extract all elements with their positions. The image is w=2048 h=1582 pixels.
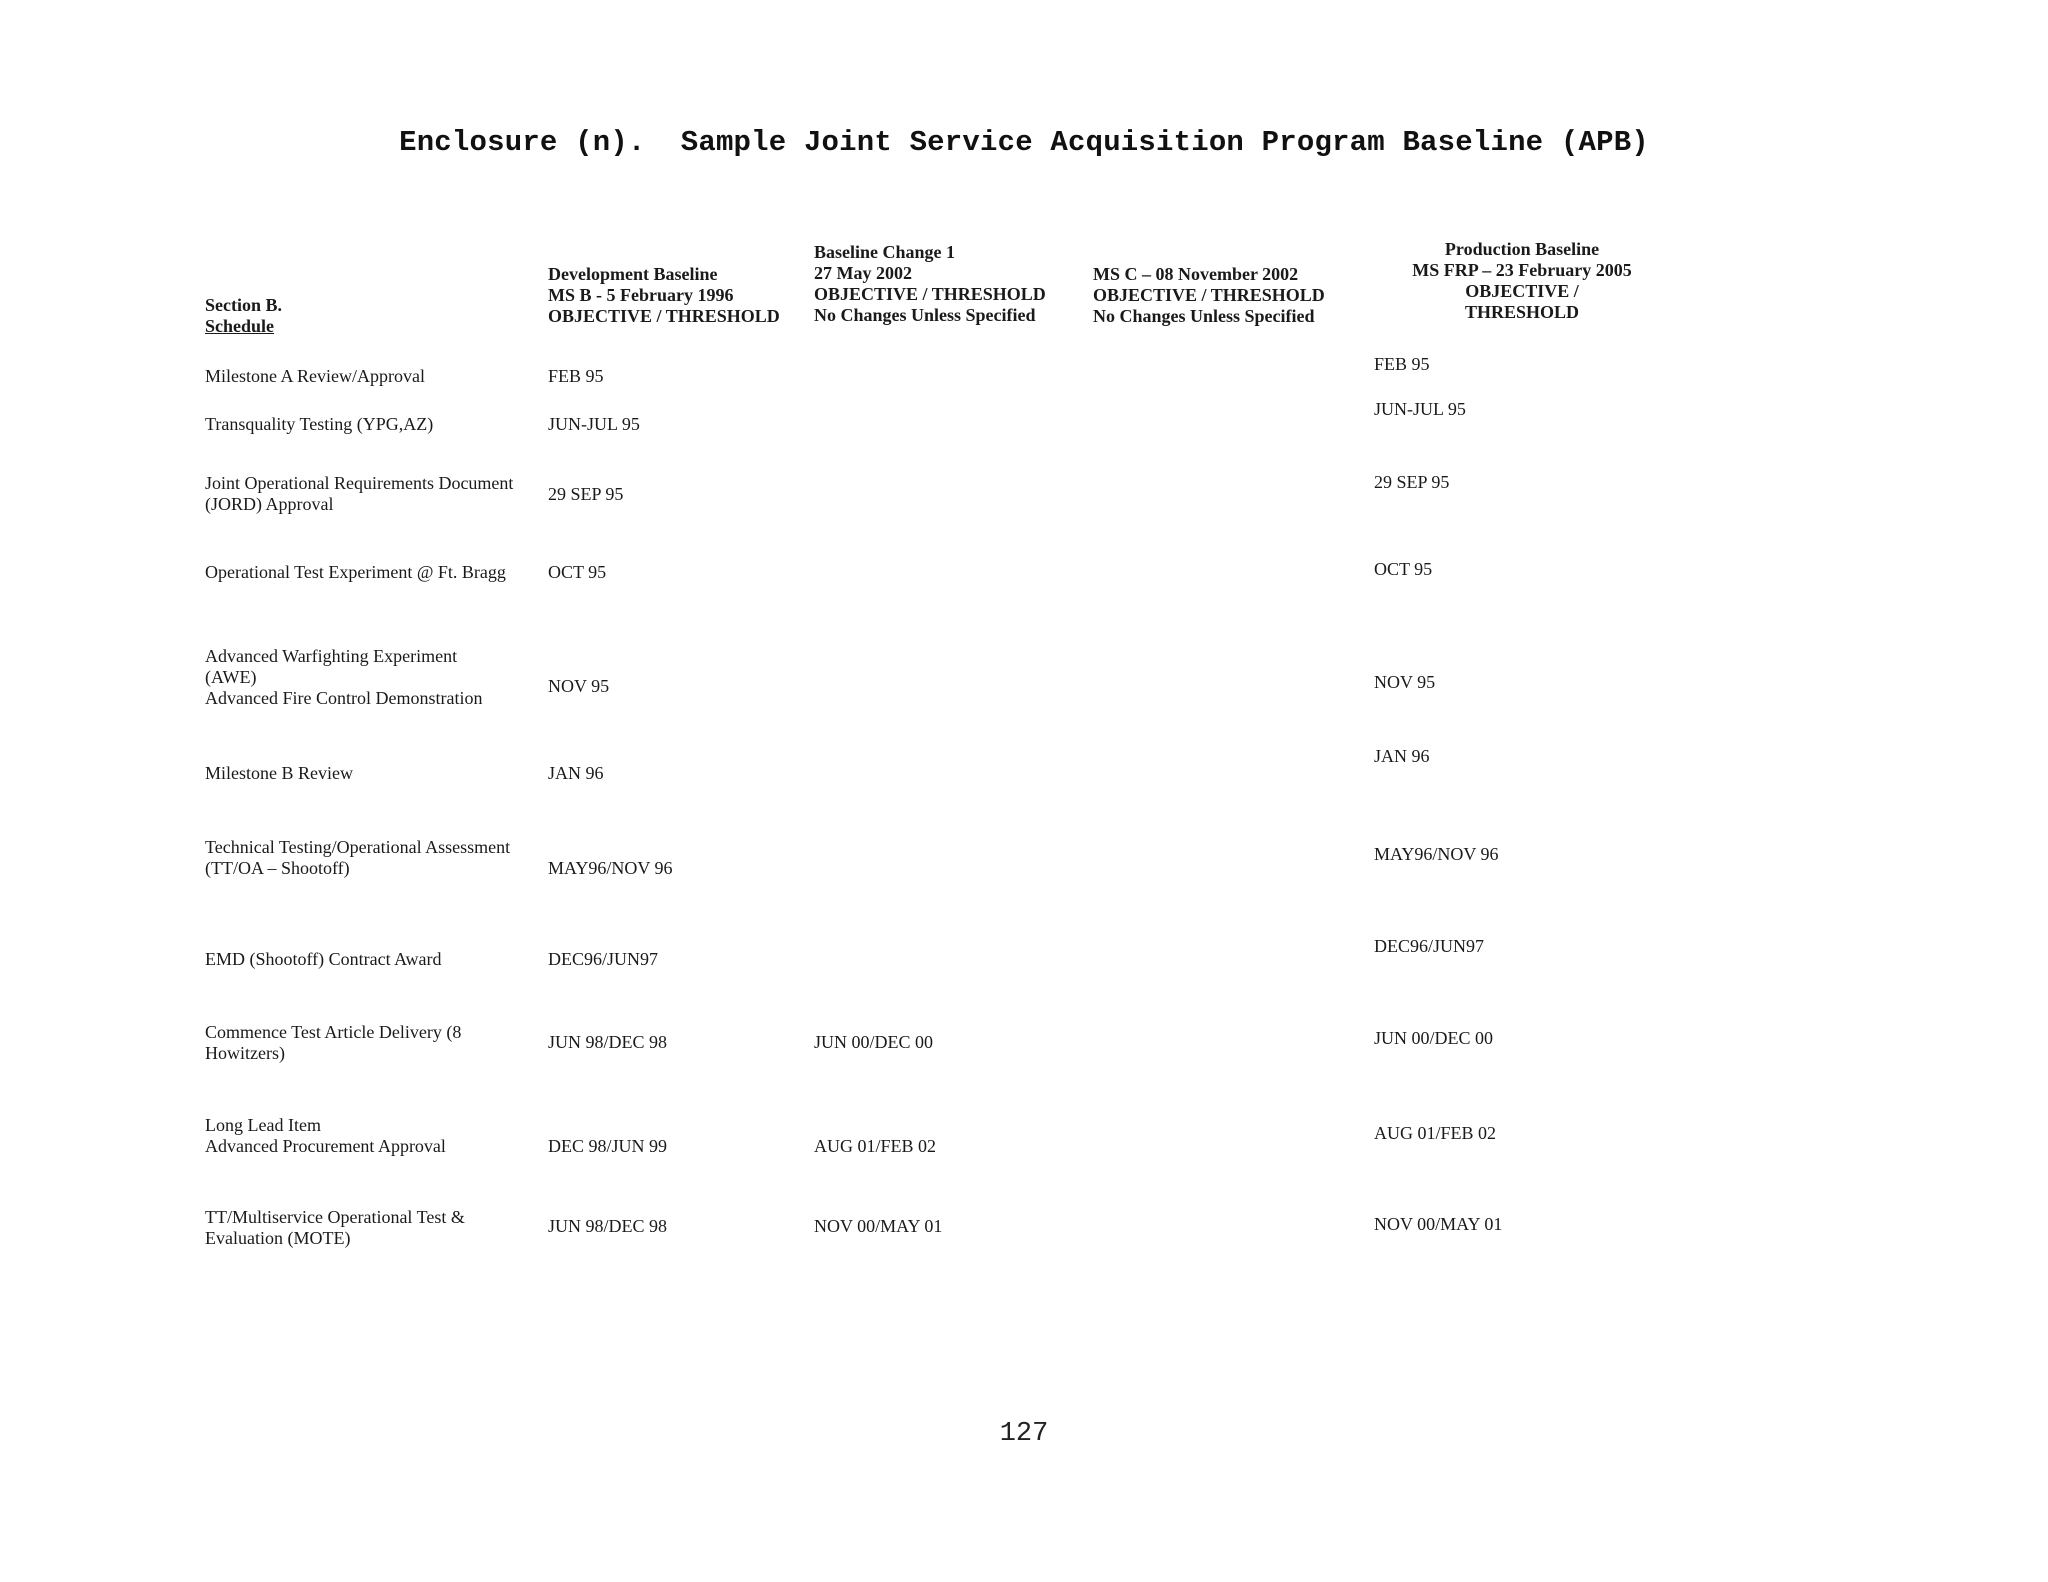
row-prod-date: AUG 01/FEB 02 [1374, 1123, 1497, 1143]
row-bc1-date: JUN 00/DEC 00 [814, 1032, 934, 1052]
row-dev-date: JAN 96 [548, 763, 604, 783]
row-event: EMD (Shootoff) Contract Award [205, 949, 442, 969]
row-event: Milestone B Review [205, 763, 353, 783]
row-event: Joint Operational Requirements Document (JORD) Approval [205, 473, 514, 514]
row-dev-date: JUN 98/DEC 98 [548, 1216, 668, 1236]
column-header-baseline-change-1: Baseline Change 1 27 May 2002 OBJECTIVE / THRESHOLD No Changes Unless Specified [814, 242, 1046, 325]
row-bc1-date: NOV 00/MAY 01 [814, 1216, 943, 1236]
row-dev-date: JUN 98/DEC 98 [548, 1032, 668, 1052]
row-event: Long Lead Item Advanced Procurement Approval [205, 1115, 446, 1156]
row-prod-date: JAN 96 [1374, 746, 1430, 766]
row-dev-date: MAY96/NOV 96 [548, 858, 673, 878]
row-event: TT/Multiservice Operational Test & Evaluation (MOTE) [205, 1207, 465, 1248]
row-bc1-date: AUG 01/FEB 02 [814, 1136, 937, 1156]
section-label: Section B. [205, 295, 283, 315]
section-heading [205, 274, 282, 337]
page-title: Enclosure (n). Sample Joint Service Acquisition Program Baseline (APB) [399, 126, 1649, 159]
row-prod-date: 29 SEP 95 [1374, 472, 1450, 492]
row-event: Commence Test Article Delivery (8 Howitzers) [205, 1022, 462, 1063]
row-event: Operational Test Experiment @ Ft. Bragg [205, 562, 506, 582]
row-event: Transquality Testing (YPG,AZ) [205, 414, 434, 434]
column-header-ms-c: MS C – 08 November 2002 OBJECTIVE / THRESHOLD No Changes Unless Specified [1093, 264, 1325, 326]
row-dev-date: DEC96/JUN97 [548, 949, 659, 969]
row-prod-date: NOV 00/MAY 01 [1374, 1214, 1503, 1234]
row-prod-date: JUN 00/DEC 00 [1374, 1028, 1494, 1048]
row-dev-date: NOV 95 [548, 676, 610, 696]
section-title: Schedule [205, 316, 275, 336]
row-prod-date: NOV 95 [1374, 672, 1436, 692]
row-event: Milestone A Review/Approval [205, 366, 425, 386]
row-prod-date: OCT 95 [1374, 559, 1433, 579]
row-dev-date: JUN-JUL 95 [548, 414, 640, 434]
row-prod-date: MAY96/NOV 96 [1374, 844, 1499, 864]
column-header-production-baseline: Production Baseline MS FRP – 23 February 2005 OBJECTIVE / THRESHOLD [1412, 239, 1632, 322]
page-number: 127 [999, 1419, 1049, 1449]
row-prod-date: FEB 95 [1374, 354, 1430, 374]
column-header-development-baseline: Development Baseline MS B - 5 February 1996 OBJECTIVE / THRESHOLD [548, 264, 780, 326]
row-prod-date: JUN-JUL 95 [1374, 399, 1466, 419]
row-dev-date: OCT 95 [548, 562, 607, 582]
row-dev-date: DEC 98/JUN 99 [548, 1136, 668, 1156]
row-dev-date: FEB 95 [548, 366, 604, 386]
row-prod-date: DEC96/JUN97 [1374, 936, 1485, 956]
row-event: Advanced Warfighting Experiment (AWE) Advanced Fire Control Demonstration [205, 646, 483, 708]
row-event: Technical Testing/Operational Assessment (TT/OA – Shootoff) [205, 837, 511, 878]
row-dev-date: 29 SEP 95 [548, 484, 624, 504]
